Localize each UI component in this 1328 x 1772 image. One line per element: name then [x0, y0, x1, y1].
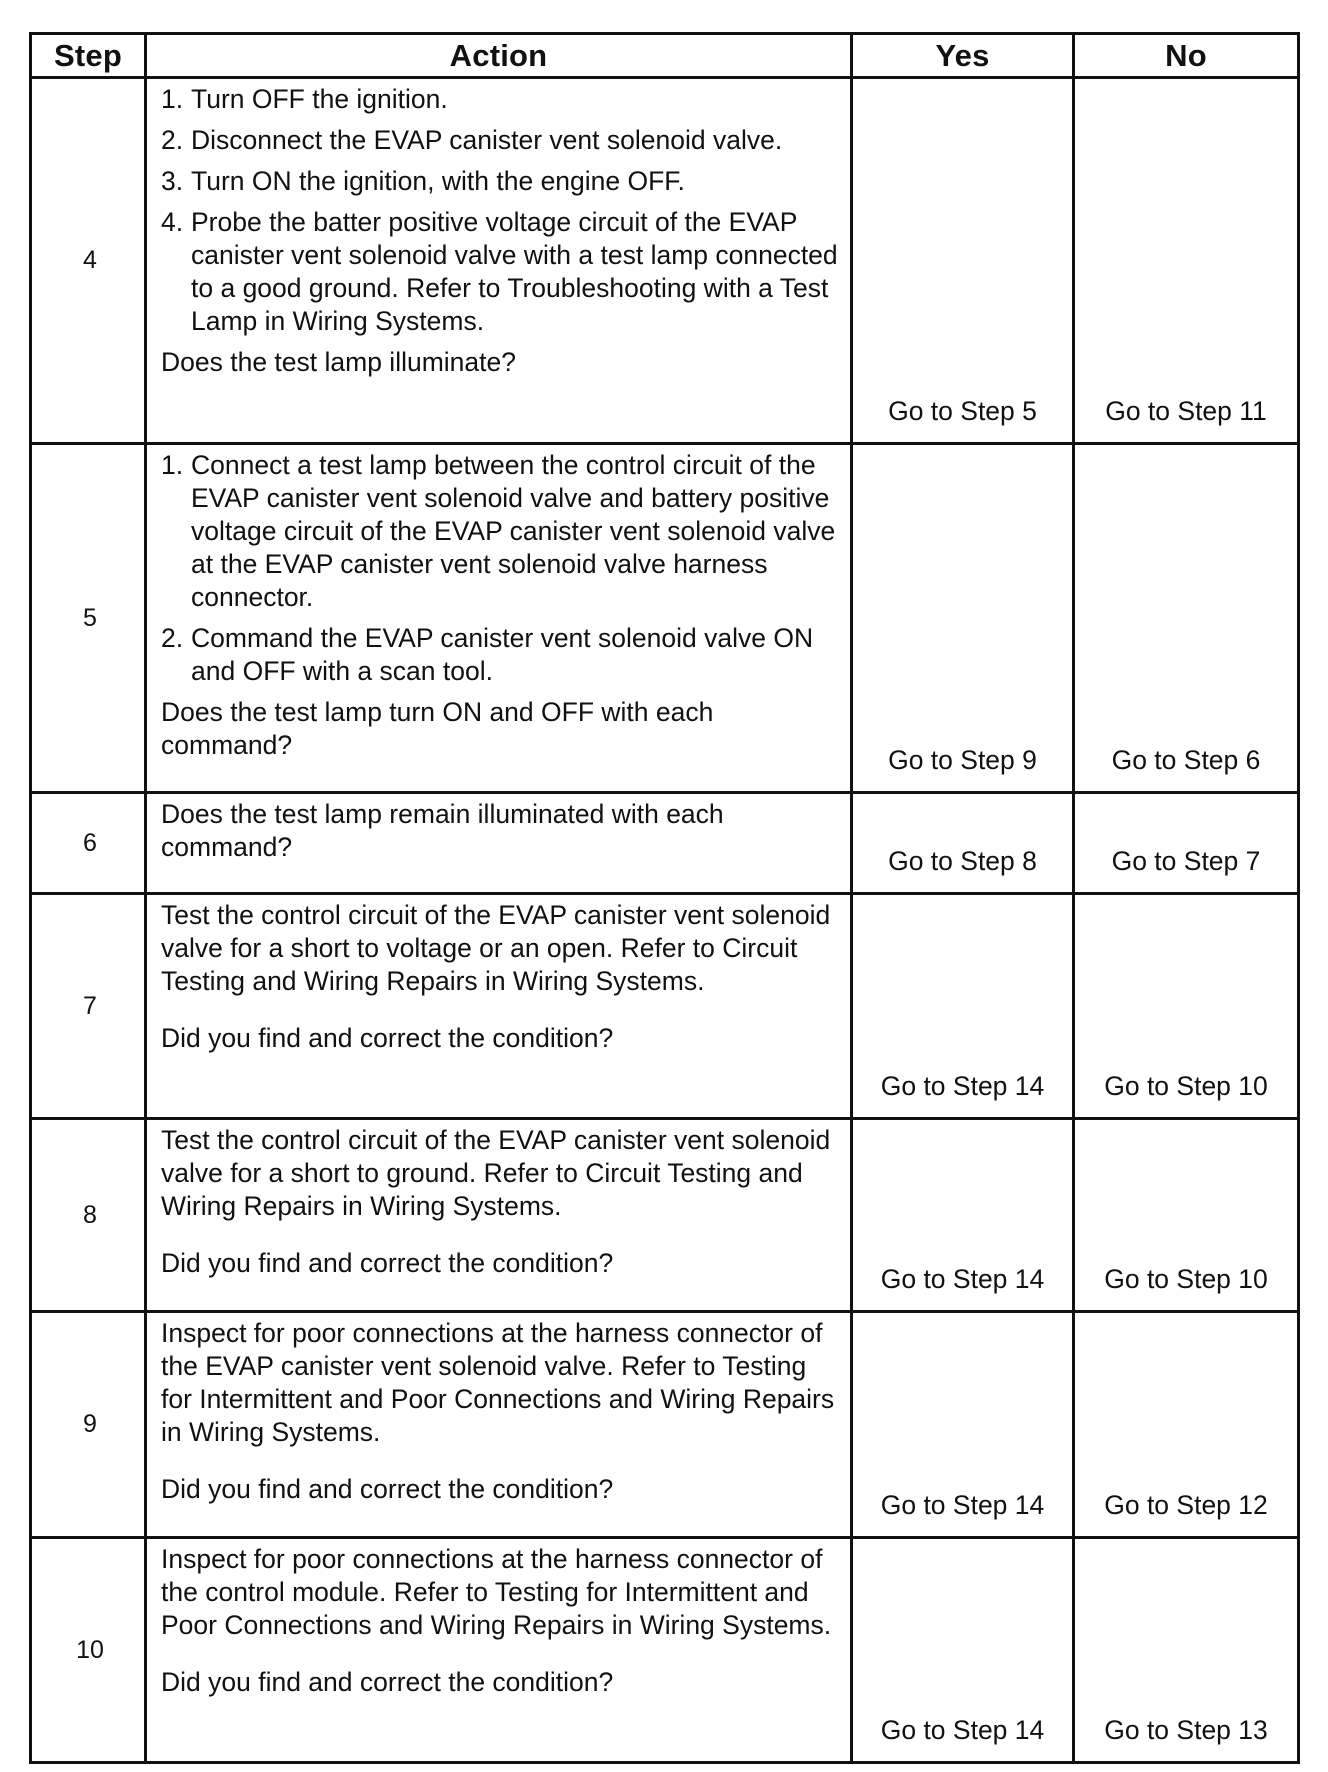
item-number: 2. — [161, 623, 184, 653]
action-list — [161, 449, 838, 688]
question-text: Does the test lamp remain illuminated with each command? — [161, 799, 724, 862]
action-cell — [146, 78, 852, 444]
question-text: Does the test lamp illuminate? — [161, 347, 516, 377]
yes-cell: Go to Step 5 — [852, 78, 1074, 444]
header-yes: Yes — [852, 34, 1074, 78]
item-text: Turn ON the ignition, with the engine OFF. — [191, 166, 685, 196]
action-text: Test the control circuit of the EVAP canister vent solenoid valve for a short to voltage or an open. Refer to Circuit Testing and Wiring Repairs in Wiring Systems. — [161, 900, 831, 996]
table-row — [31, 1312, 1299, 1538]
question-text: Did you find and correct the condition? — [161, 1474, 614, 1504]
item-text: Probe the batter positive voltage circuit of the EVAP canister vent solenoid valve with a test lamp connected to a good ground. Refer to Troubleshooting with a Test Lamp in Wiring Systems. — [191, 207, 838, 336]
action-cell — [146, 444, 852, 793]
yes-cell: Go to Step 14 — [852, 1312, 1074, 1538]
yes-cell: Go to Step 8 — [852, 793, 1074, 894]
item-number: 2. — [161, 125, 184, 155]
action-text: Inspect for poor connections at the harness connector of the EVAP canister vent solenoid valve. Refer to Testing for Intermittent and Poor Connections and Wiring Repairs in Wiring Systems. — [161, 1318, 835, 1447]
no-cell: Go to Step 11 — [1074, 78, 1299, 444]
list-item — [161, 83, 838, 116]
action-cell — [146, 1538, 852, 1763]
item-number: 1. — [161, 450, 184, 480]
header-no: No — [1074, 34, 1299, 78]
diagnostic-table — [29, 32, 1300, 1764]
table-row — [31, 1538, 1299, 1763]
no-cell: Go to Step 10 — [1074, 1119, 1299, 1312]
header-row — [31, 34, 1299, 78]
question-text: Does the test lamp turn ON and OFF with each command? — [161, 697, 714, 760]
table-row — [31, 78, 1299, 444]
step-number: 6 — [31, 793, 146, 894]
list-item — [161, 124, 838, 157]
action-cell — [146, 1119, 852, 1312]
item-text: Connect a test lamp between the control circuit of the EVAP canister vent solenoid valve and battery positive voltage circuit of the EVAP canister vent solenoid valve at the EVAP canister vent solenoid valve harness connector. — [191, 450, 836, 612]
step-number: 10 — [31, 1538, 146, 1763]
action-cell — [146, 1312, 852, 1538]
yes-cell: Go to Step 14 — [852, 894, 1074, 1119]
yes-cell: Go to Step 14 — [852, 1538, 1074, 1763]
item-text: Turn OFF the ignition. — [191, 84, 448, 114]
list-item — [161, 165, 838, 198]
yes-cell: Go to Step 14 — [852, 1119, 1074, 1312]
list-item — [161, 622, 838, 688]
table-row — [31, 444, 1299, 793]
step-number: 5 — [31, 444, 146, 793]
step-number: 8 — [31, 1119, 146, 1312]
no-cell: Go to Step 6 — [1074, 444, 1299, 793]
item-number: 3. — [161, 166, 184, 196]
question-text: Did you find and correct the condition? — [161, 1248, 614, 1278]
no-cell: Go to Step 12 — [1074, 1312, 1299, 1538]
step-number: 4 — [31, 78, 146, 444]
item-text: Command the EVAP canister vent solenoid valve ON and OFF with a scan tool. — [191, 623, 814, 686]
action-cell — [146, 894, 852, 1119]
no-cell: Go to Step 7 — [1074, 793, 1299, 894]
table-row — [31, 793, 1299, 894]
table-row — [31, 894, 1299, 1119]
table-row — [31, 1119, 1299, 1312]
no-cell: Go to Step 10 — [1074, 894, 1299, 1119]
item-text: Disconnect the EVAP canister vent solenoid valve. — [191, 125, 783, 155]
action-list — [161, 83, 838, 338]
header-action: Action — [146, 34, 852, 78]
item-number: 1. — [161, 84, 184, 114]
question-text: Did you find and correct the condition? — [161, 1667, 614, 1697]
list-item — [161, 449, 838, 614]
no-cell: Go to Step 13 — [1074, 1538, 1299, 1763]
list-item — [161, 206, 838, 338]
action-text: Test the control circuit of the EVAP canister vent solenoid valve for a short to ground. Refer to Circuit Testing and Wiring Repairs in Wiring Systems. — [161, 1125, 831, 1221]
item-number: 4. — [161, 207, 184, 237]
step-number: 7 — [31, 894, 146, 1119]
step-number: 9 — [31, 1312, 146, 1538]
action-cell — [146, 793, 852, 894]
yes-cell: Go to Step 9 — [852, 444, 1074, 793]
action-text: Inspect for poor connections at the harness connector of the control module. Refer to Testing for Intermittent and Poor Connections and Wiring Repairs in Wiring Systems. — [161, 1544, 832, 1640]
question-text: Did you find and correct the condition? — [161, 1023, 614, 1053]
header-step: Step — [31, 34, 146, 78]
